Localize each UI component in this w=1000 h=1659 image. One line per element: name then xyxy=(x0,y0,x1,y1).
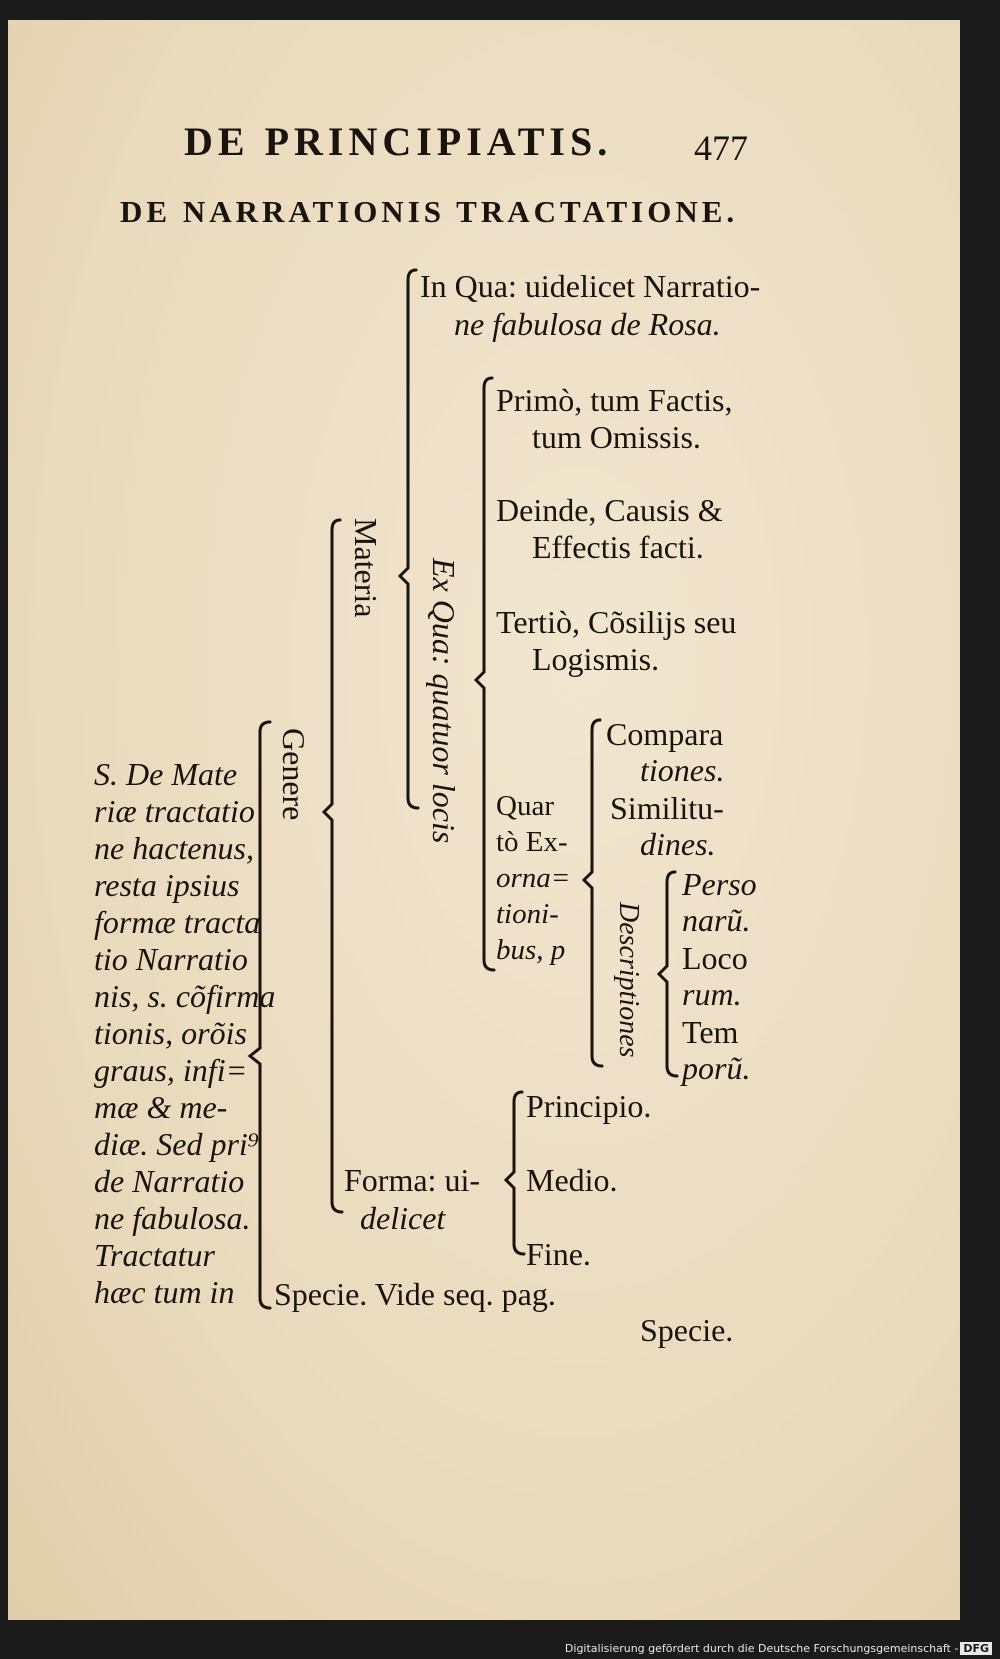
specie-line: Specie. Vide seq. pag. xyxy=(274,1276,556,1312)
medio: Medio. xyxy=(526,1162,618,1198)
similitudines-line-2: dines. xyxy=(640,826,716,862)
catchword: Specie. xyxy=(640,1312,734,1348)
quarto-line: tò Ex- xyxy=(496,826,568,858)
quarto-line: tioni- xyxy=(496,898,559,930)
locorum-line: rum. xyxy=(682,976,742,1012)
comparationes-line-2: tiones. xyxy=(640,752,725,788)
left-note-line: tio Narratio xyxy=(94,941,248,977)
temporum-line: Tem xyxy=(682,1014,739,1050)
left-note-line: riæ tractatio xyxy=(94,793,255,829)
left-note-line: de Narratio xyxy=(94,1163,245,1199)
tertio-line-2: Logismis. xyxy=(532,641,660,677)
page-title: DE PRINCIPIATIS. xyxy=(184,119,613,164)
primo-line-2: tum Omissis. xyxy=(532,419,701,455)
personarum-line: Perso xyxy=(682,866,757,902)
left-note-line: nis, s. cõfirma xyxy=(94,978,276,1014)
quarto-line: orna= xyxy=(496,862,571,894)
temporum-line: porũ. xyxy=(682,1050,751,1086)
footer-credit xyxy=(565,1642,992,1655)
fine: Fine. xyxy=(526,1236,591,1272)
forma-line-1: Forma: ui- xyxy=(344,1162,480,1198)
dfg-logo: DFG xyxy=(960,1642,992,1655)
left-note-line: diæ. Sed pri⁹ xyxy=(94,1126,259,1162)
label-descriptiones: Descriptiones xyxy=(613,902,644,1058)
comparationes-line-1: Compara xyxy=(606,716,724,752)
primo-line-1: Primò, tum Factis, xyxy=(496,382,733,418)
in-qua-line-2: ne fabulosa de Rosa. xyxy=(454,306,721,342)
tertio-line-1: Tertiò, Cõsilijs seu xyxy=(496,604,737,640)
left-note-line: S. De Mate xyxy=(94,756,238,792)
left-note-line: ne hactenus, xyxy=(94,830,254,866)
book-page xyxy=(8,20,960,1620)
label-ex-quatuor-locis: Ex Qua: quatuor locis xyxy=(426,558,462,844)
section-heading: DE NARRATIONIS TRACTATIONE. xyxy=(120,194,739,229)
left-note-line: graus, infi= xyxy=(94,1052,248,1088)
deinde-line-1: Deinde, Causis & xyxy=(496,492,723,528)
left-note-line: Tractatur xyxy=(94,1237,215,1273)
similitudines-line-1: Similitu- xyxy=(610,790,724,826)
quarto-line: Quar xyxy=(496,790,554,822)
left-note-line: tionis, orõis xyxy=(94,1015,247,1051)
page-number: 477 xyxy=(694,128,748,168)
forma-line-2: delicet xyxy=(360,1200,446,1236)
left-note-line: formæ tracta xyxy=(94,904,261,940)
left-note-line: resta ipsius xyxy=(94,867,240,903)
in-qua-line-1: In Qua: uidelicet Narratio- xyxy=(420,268,761,304)
label-genere: Genere xyxy=(276,728,312,821)
label-materia: Materia xyxy=(348,518,384,618)
left-note-line: ne fabulosa. xyxy=(94,1200,251,1236)
principio: Principio. xyxy=(526,1088,652,1124)
quarto-line: bus, p xyxy=(496,934,566,966)
footer-text: Digitalisierung gefördert durch die Deutsche Forschungsgemeinschaft - xyxy=(564,1642,959,1655)
personarum-line: narũ. xyxy=(682,902,751,938)
deinde-line-2: Effectis facti. xyxy=(532,529,704,565)
left-note-line: hæc tum in xyxy=(94,1274,235,1310)
locorum-line: Loco xyxy=(682,940,748,976)
left-note-line: mæ & me- xyxy=(94,1089,228,1125)
